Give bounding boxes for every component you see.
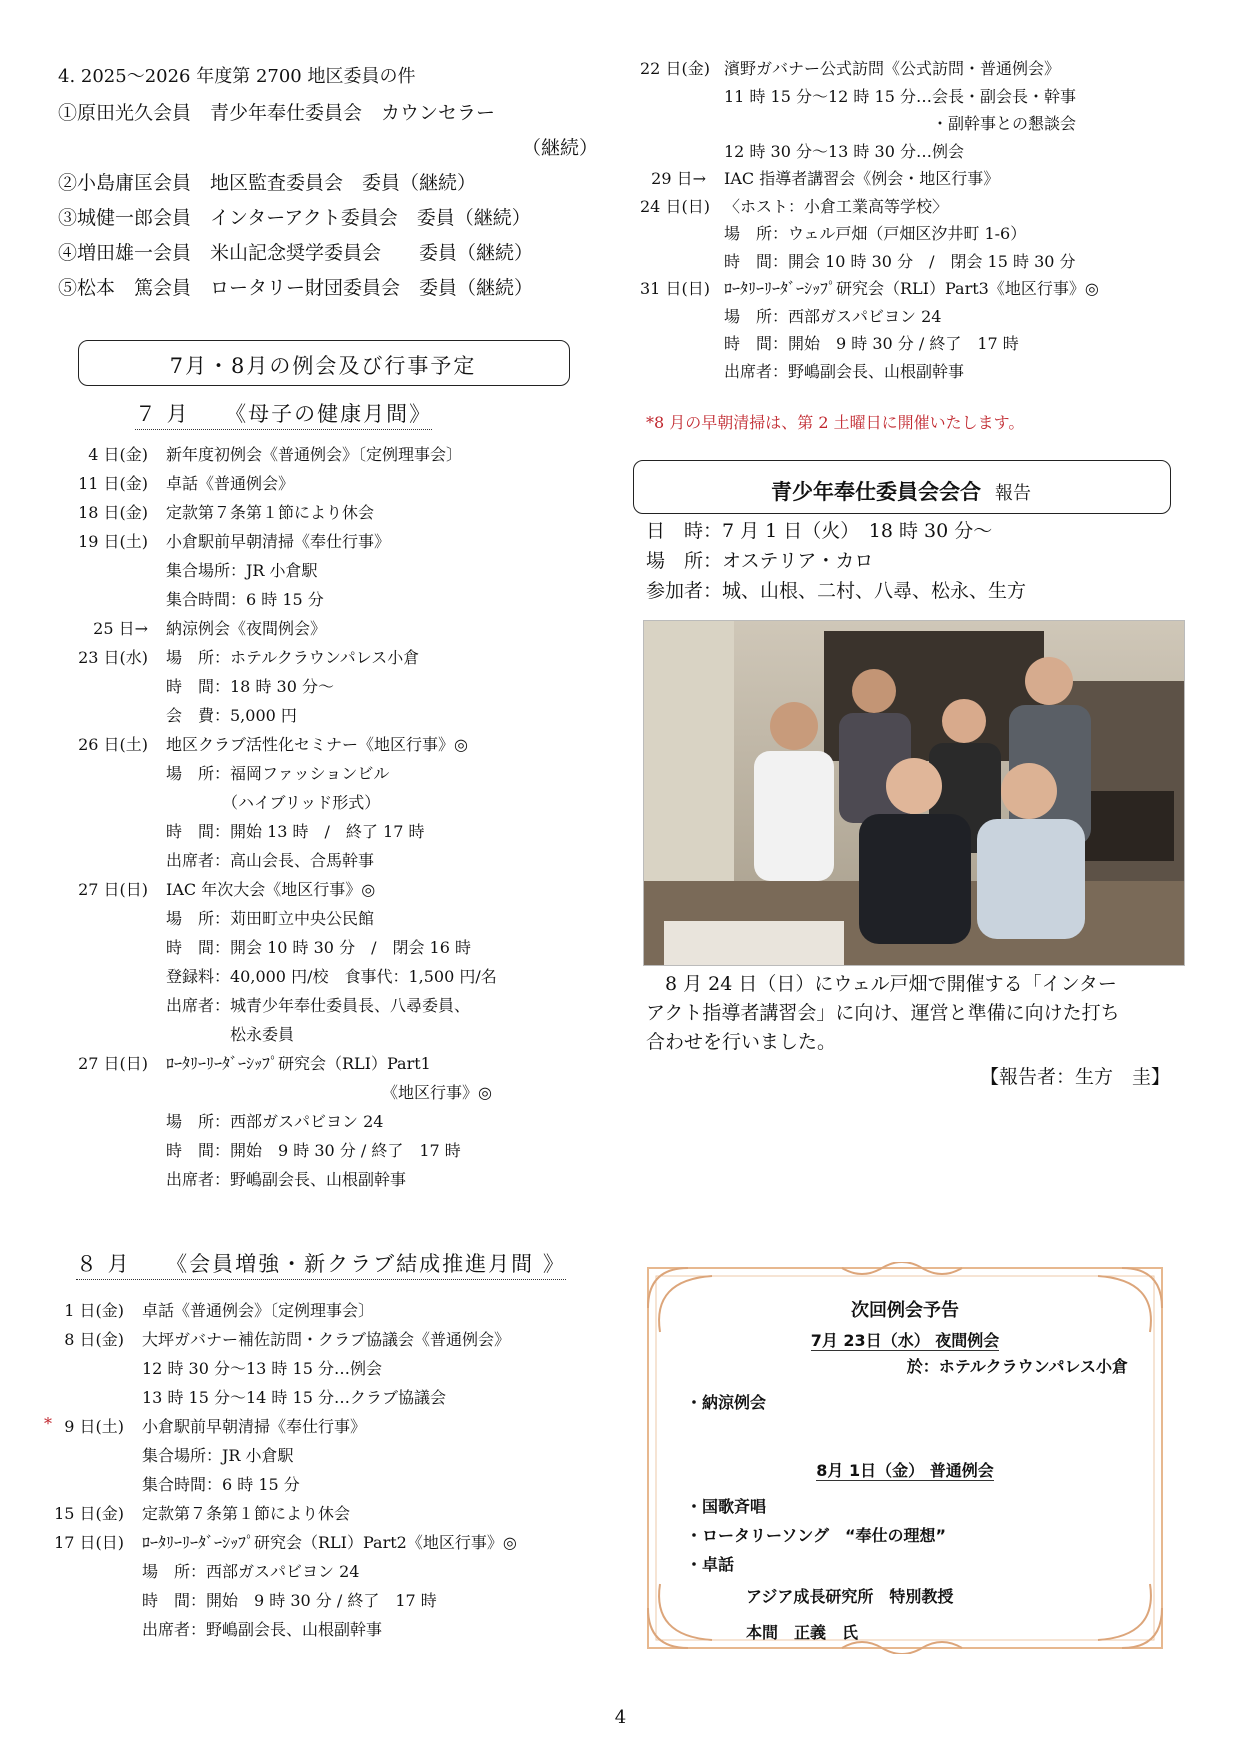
report-date: 日 時：7 月 1 日（火） 18 時 30 分～ <box>646 520 993 542</box>
schedule-text: 大坪ガバナー補佐訪問・クラブ協議会《普通例会》 <box>142 1330 511 1349</box>
schedule-date: 25 日→ <box>93 619 148 638</box>
schedule-text: 場 所：福岡ファッションビル <box>166 764 390 783</box>
schedule-text: 時 間：開始 9 時 30 分 / 終了 17 時 <box>724 334 1019 353</box>
schedule-text: 時 間：開会 10 時 30 分 / 閉会 15 時 30 分 <box>724 251 1076 271</box>
schedule-text: 卓話《普通例会》〔定例理事会〕 <box>142 1301 375 1320</box>
schedule-text: 時 間：開始 9 時 30 分 / 終了 17 時 <box>142 1591 437 1610</box>
schedule-text: 出席者：野嶋副会長、山根副幹事 <box>166 1170 407 1189</box>
schedule-date: 24 日(日) <box>640 196 710 216</box>
schedule-text: 出席者：城青少年奉仕委員長、八尋委員、 <box>166 996 471 1015</box>
schedule-date: 9 日(土) <box>64 1417 124 1436</box>
speaker-org: アジア成長研究所 特別教授 <box>746 1587 954 1606</box>
schedule-text: 13 時 15 分～14 時 15 分…クラブ協議会 <box>142 1388 446 1407</box>
meeting-photo <box>643 620 1185 966</box>
schedule-text: ﾛｰﾀﾘｰﾘｰﾀﾞｰｼｯﾌﾟ研究会（RLI）Part1 <box>166 1054 431 1073</box>
schedule-text: 《地区行事》◎ <box>166 1083 492 1102</box>
report-title <box>633 476 1169 506</box>
committee-item: ①原田光久会員 青少年奉仕委員会 カウンセラー <box>58 102 496 124</box>
schedule-text: 時 間：開始 9 時 30 分 / 終了 17 時 <box>166 1141 461 1160</box>
schedule-date: 23 日(水) <box>78 648 148 667</box>
schedule-text: 定款第７条第１節により休会 <box>166 503 375 522</box>
schedule-text: 出席者：野嶋副会長、山根副幹事 <box>142 1620 383 1639</box>
schedule-text: 時 間：開始 13 時 / 終了 17 時 <box>166 822 425 841</box>
schedule-text: 12 時 30 分～13 時 30 分…例会 <box>724 141 964 161</box>
committee-item: ③城健一郎会員 インターアクト委員会 委員（継続） <box>58 207 531 229</box>
notice-title: 次回例会予告 <box>851 1300 959 1321</box>
schedule-text: 定款第７条第１節により休会 <box>142 1504 351 1523</box>
schedule-date: 1 日(金) <box>64 1301 124 1320</box>
report-body-line: 8 月 24 日（日）にウェル戸畑で開催する「インター <box>646 973 1117 995</box>
schedule-date: 4 日(金) <box>88 445 148 464</box>
next-meeting-frame <box>642 1262 1168 1654</box>
page-number: 4 <box>614 1707 627 1728</box>
reporter: 【報告者：生方 圭】 <box>980 1066 1171 1088</box>
july-title: ７ 月 《母子の健康月間》 <box>135 398 432 430</box>
speaker-name: 本間 正義 氏 <box>746 1623 859 1642</box>
meeting-photo-illustration <box>644 621 1184 965</box>
july-schedule <box>72 442 612 1202</box>
report-body-line: 合わせを行いました。 <box>646 1031 837 1053</box>
schedule-text: 濱野ガバナー公式訪問《公式訪問・普通例会》 <box>724 59 1061 78</box>
committee-item-continued: （継続） <box>521 137 598 159</box>
schedule-text: 新年度初例会《普通例会》〔定例理事会〕 <box>166 445 463 464</box>
august-schedule-continued <box>640 56 1200 396</box>
schedule-text: 12 時 30 分～13 時 15 分…例会 <box>142 1359 382 1378</box>
schedule-text: 時 間：開会 10 時 30 分 / 閉会 16 時 <box>166 938 471 957</box>
report-details <box>646 516 1026 606</box>
meeting2-heading <box>642 1458 1168 1481</box>
august-schedule <box>44 1298 622 1678</box>
schedule-text: 松永委員 <box>166 1025 295 1044</box>
meeting2-items <box>686 1492 946 1579</box>
schedule-text: 小倉駅前早朝清掃《奉仕行事》 <box>166 532 391 551</box>
report-body <box>646 970 1186 1057</box>
schedule-text: 集合場所：JR 小倉駅 <box>142 1446 294 1465</box>
schedule-text: （ハイブリッド形式） <box>166 793 381 812</box>
schedule-text: ﾛｰﾀﾘｰﾘｰﾀﾞｰｼｯﾌﾟ研究会（RLI）Part2《地区行事》◎ <box>142 1533 517 1552</box>
schedule-date: 11 日(金) <box>78 474 148 493</box>
schedule-text: 地区クラブ活性化セミナー《地区行事》◎ <box>166 735 468 754</box>
schedule-text: 卓話《普通例会》 <box>166 474 295 493</box>
schedule-date: 17 日(日) <box>54 1533 124 1552</box>
meeting2-item: ・卓話 <box>686 1555 735 1574</box>
meeting2-item: ・ロータリーソング “奉仕の理想” <box>686 1526 947 1545</box>
schedule-text: 会 費：5,000 円 <box>166 706 297 725</box>
schedule-text: 小倉駅前早朝清掃《奉仕行事》 <box>142 1417 367 1436</box>
schedule-text: 場 所：西部ガスパビヨン 24 <box>142 1562 360 1581</box>
schedule-text: 集合時間：6 時 15 分 <box>142 1475 300 1494</box>
report-place: 場 所：オステリア・カロ <box>646 550 874 572</box>
schedule-text: IAC 年次大会《地区行事》◎ <box>166 880 376 899</box>
schedule-text: 11 時 15 分～12 時 15 分…会長・副会長・幹事 <box>724 86 1076 106</box>
schedule-date: 15 日(金) <box>54 1504 124 1523</box>
schedule-text: 登録料：40,000 円/校 食事代：1,500 円/名 <box>166 967 497 986</box>
schedule-text: 場 所：西部ガスパビヨン 24 <box>166 1112 384 1131</box>
committee-item: ④増田雄一会員 米山記念奨学委員会 委員（継続） <box>58 242 534 264</box>
schedule-text: 納涼例会《夜間例会》 <box>166 619 327 638</box>
schedule-date: 27 日(日) <box>78 880 148 899</box>
schedule-date: 22 日(金) <box>640 59 710 78</box>
schedule-text: 場 所：西部ガスパビヨン 24 <box>724 306 942 326</box>
schedule-text: 場 所：ウェル戸畑（戸畑区汐井町 1-6） <box>724 224 1027 243</box>
schedule-date: 29 日→ <box>651 169 706 188</box>
committee-heading: 4. 2025～2026 年度第 2700 地区委員の件 <box>58 66 416 87</box>
august-title: ８ 月 《会員増強・新クラブ結成推進月間 》 <box>76 1248 566 1280</box>
schedule-date: 27 日(日) <box>78 1054 148 1073</box>
cleaning-note: *8 月の早朝清掃は、第 2 土曜日に開催いたします。 <box>646 413 1025 432</box>
schedule-title: 7月・8月の例会及び行事予定 <box>169 354 477 378</box>
report-title-text: 青少年奉仕委員会会合 <box>771 479 981 504</box>
schedule-date: 19 日(土) <box>78 532 148 551</box>
schedule-text: 場 所：苅田町立中央公民館 <box>166 909 375 928</box>
meeting1-place: 於：ホテルクラウンパレス小倉 <box>906 1357 1128 1376</box>
schedule-date: 31 日(日) <box>640 279 710 298</box>
committee-item: ②小島庸匡会員 地区監査委員会 委員（継続） <box>58 172 477 194</box>
meeting1-item: ・納涼例会 <box>686 1393 767 1412</box>
schedule-text: IAC 指導者講習会《例会・地区行事》 <box>724 169 1000 188</box>
schedule-text: 出席者：野嶋副会長、山根副幹事 <box>724 361 965 381</box>
meeting2-item: ・国歌斉唱 <box>686 1497 767 1516</box>
committee-item: ⑤松本 篤会員 ロータリー財団委員会 委員（継続） <box>58 277 534 299</box>
meeting2-date: 8月 1日（金） 普通例会 <box>816 1461 994 1480</box>
report-body-line: アクト指導者講習会」に向け、運営と準備に向けた打ち <box>646 1002 1120 1024</box>
schedule-text: ﾛｰﾀﾘｰﾘｰﾀﾞｰｼｯﾌﾟ研究会（RLI）Part3《地区行事》◎ <box>724 279 1099 298</box>
schedule-text: ・副幹事との懇談会 <box>724 114 1077 133</box>
report-attendees: 参加者：城、山根、二村、八尋、松永、生方 <box>646 580 1027 602</box>
committee-list <box>58 96 610 306</box>
schedule-text: 場 所：ホテルクラウンパレス小倉 <box>166 648 420 667</box>
report-title-suffix: 報告 <box>995 483 1031 504</box>
schedule-date: 8 日(金) <box>64 1330 124 1349</box>
schedule-date: 18 日(金) <box>78 503 148 522</box>
schedule-text: 集合場所：JR 小倉駅 <box>166 561 318 580</box>
schedule-date: 26 日(土) <box>78 735 148 754</box>
meeting1-date: 7月 23日（水） 夜間例会 <box>810 1331 1000 1350</box>
meeting1-heading <box>642 1328 1168 1351</box>
schedule-text: 〈ホスト：小倉工業高等学校〉 <box>724 196 949 216</box>
schedule-mark: * <box>44 1414 52 1433</box>
schedule-text: 時 間：18 時 30 分～ <box>166 677 334 696</box>
schedule-text: 集合時間：6 時 15 分 <box>166 590 324 609</box>
schedule-text: 出席者：高山会長、合馬幹事 <box>166 851 375 870</box>
